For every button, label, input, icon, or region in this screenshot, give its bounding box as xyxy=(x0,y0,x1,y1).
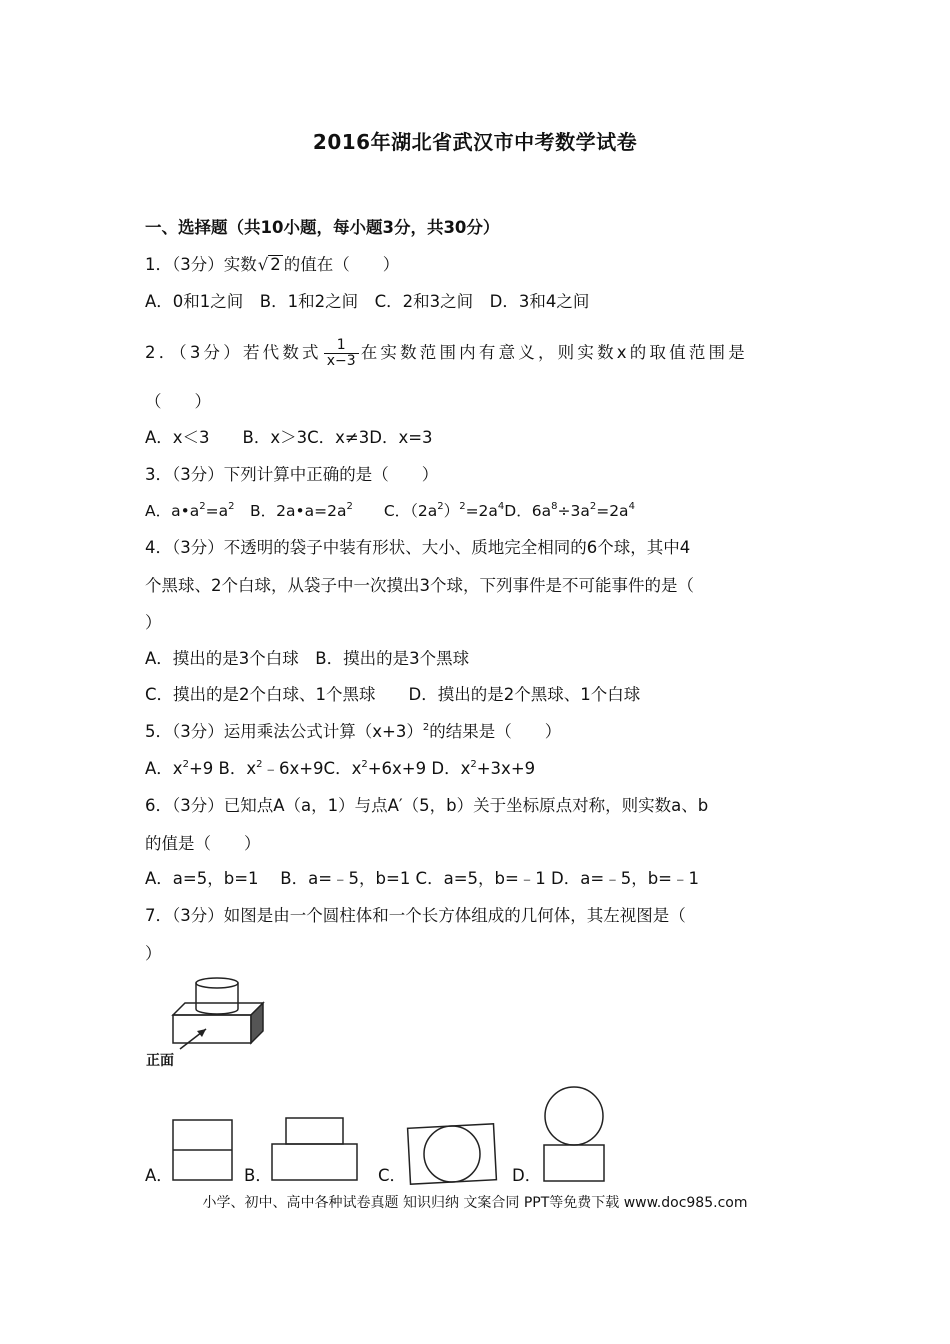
q3-option-c-mid: ） xyxy=(443,502,460,520)
question-7-line-1: 7．（3分）如图是由一个圆柱体和一个长方体组成的几何体，其左视图是（ xyxy=(145,906,686,925)
superscript: 4 xyxy=(628,501,635,512)
question-4-line-2: 个黑球、2个白球，从袋子中一次摸出3个球，下列事件是不可能事件的是（ xyxy=(145,576,694,595)
q7-option-c-label: C． xyxy=(378,1166,407,1185)
fraction-numerator: 1 xyxy=(324,338,359,354)
question-7-line-2: ） xyxy=(145,944,162,963)
q6-options: A．a=5，b=1 B．a=﹣5，b=1 C．a=5，b=﹣1 D．a=﹣5，b=﹣1 xyxy=(145,869,699,888)
q3-option-c-rest: =2a xyxy=(465,502,498,520)
fraction-denominator: x−3 xyxy=(326,353,356,369)
q5-stem-pre: 5．（3分）运用乘法公式计算（x+3） xyxy=(145,722,423,741)
superscript: 2 xyxy=(256,759,263,770)
q7-option-a-label: A． xyxy=(145,1166,173,1185)
superscript: 2 xyxy=(459,501,466,512)
superscript: 2 xyxy=(361,759,368,770)
q4-options-1: A．摸出的是3个白球 B．摸出的是3个黑球 xyxy=(145,649,470,668)
question-1 xyxy=(145,254,399,276)
q3-option-c: C．（2a xyxy=(352,502,438,520)
q5-option-a: A．x xyxy=(145,759,183,778)
q1-stem-pre: 1．（3分）实数 xyxy=(145,255,257,274)
page-title: 2016年湖北省武汉市中考数学试卷 xyxy=(312,130,638,154)
question-6-line-2: 的值是（ ） xyxy=(145,834,261,853)
fraction xyxy=(324,338,359,369)
q3-option-d-rest: =2a xyxy=(596,502,629,520)
option-b-figure xyxy=(270,1116,360,1182)
q1-options: A．0和1之间 B．1和2之间 C．2和3之间 D．3和4之间 xyxy=(145,292,590,311)
superscript: 4 xyxy=(497,501,505,512)
superscript: 2 xyxy=(589,501,597,512)
superscript: 2 xyxy=(470,759,477,770)
question-4-line-1: 4．（3分）不透明的袋子中装有形状、大小、质地完全相同的6个球，其中4 xyxy=(145,538,691,557)
q5-option-d-rest: +3x+9 xyxy=(476,759,536,778)
question-4-line-3: ） xyxy=(145,613,162,632)
superscript: 2 xyxy=(228,501,235,512)
cylinder-top xyxy=(196,978,238,988)
option-a-figure xyxy=(172,1118,234,1182)
q3-option-d: D．6a xyxy=(504,502,552,520)
option-c-figure xyxy=(406,1120,498,1184)
superscript: 2 xyxy=(346,501,353,512)
box-front xyxy=(173,1015,251,1043)
q2-stem-pre: 2．（3分）若代数式 xyxy=(145,343,322,362)
q1-stem-post: 的值在（ ） xyxy=(283,255,400,274)
question-6-line-1: 6．（3分）已知点A（a，1）与点A′（5，b）关于坐标原点对称，则实数a、b xyxy=(145,796,709,815)
q5-option-d: +6x+9 D．x xyxy=(367,759,471,778)
radical-sign-icon: √ xyxy=(257,255,269,274)
q3-option-b: B．2a•a=2a xyxy=(234,502,347,520)
q2-options: A．x＜3 B．x＞3C．x≠3D．x=3 xyxy=(145,428,433,447)
superscript: 2 xyxy=(437,501,444,512)
option-d-figure xyxy=(540,1086,608,1184)
q5-option-c: ﹣6x+9C．x xyxy=(262,759,362,778)
q2-paren: （ ） xyxy=(145,392,211,411)
cylinder-bottom xyxy=(196,1009,238,1014)
sqrt-expression xyxy=(258,254,283,276)
q5-stem-post: 的结果是（ ） xyxy=(429,722,562,741)
box-top xyxy=(173,1003,263,1015)
q4-options-2: C．摸出的是2个白球、1个黑球 D．摸出的是2个黑球、1个白球 xyxy=(145,685,641,704)
q3-option-a-rest: =a xyxy=(205,502,229,520)
q3-option-d-mid: ÷3a xyxy=(557,502,590,520)
superscript: 2 xyxy=(199,501,206,512)
superscript: 2 xyxy=(182,759,189,770)
q3-option-a: A．a•a xyxy=(145,502,200,520)
radicand: 2 xyxy=(270,255,281,274)
q3-options xyxy=(145,500,635,522)
superscript: 2 xyxy=(422,722,430,733)
page-footer: 小学、初中、高中各种试卷真题 知识归纳 文案合同 PPT等免费下载 www.doc985.com xyxy=(202,1195,748,1211)
front-label: 正面 xyxy=(146,1053,174,1069)
question-3: 3．（3分）下列计算中正确的是（ ） xyxy=(145,465,439,484)
q5-options xyxy=(145,758,535,780)
box-side xyxy=(251,1003,263,1043)
q7-option-d-label: D． xyxy=(512,1166,542,1185)
q7-option-b-label: B． xyxy=(244,1166,272,1185)
question-5 xyxy=(145,721,561,743)
q5-option-b: +9 B．x xyxy=(188,759,257,778)
q2-stem-post: 在实数范围内有意义，则实数x的取值范围是 xyxy=(360,343,748,362)
section-heading: 一、选择题（共10小题，每小题3分，共30分） xyxy=(145,218,500,237)
superscript: 8 xyxy=(551,501,558,512)
question-2 xyxy=(145,338,748,369)
